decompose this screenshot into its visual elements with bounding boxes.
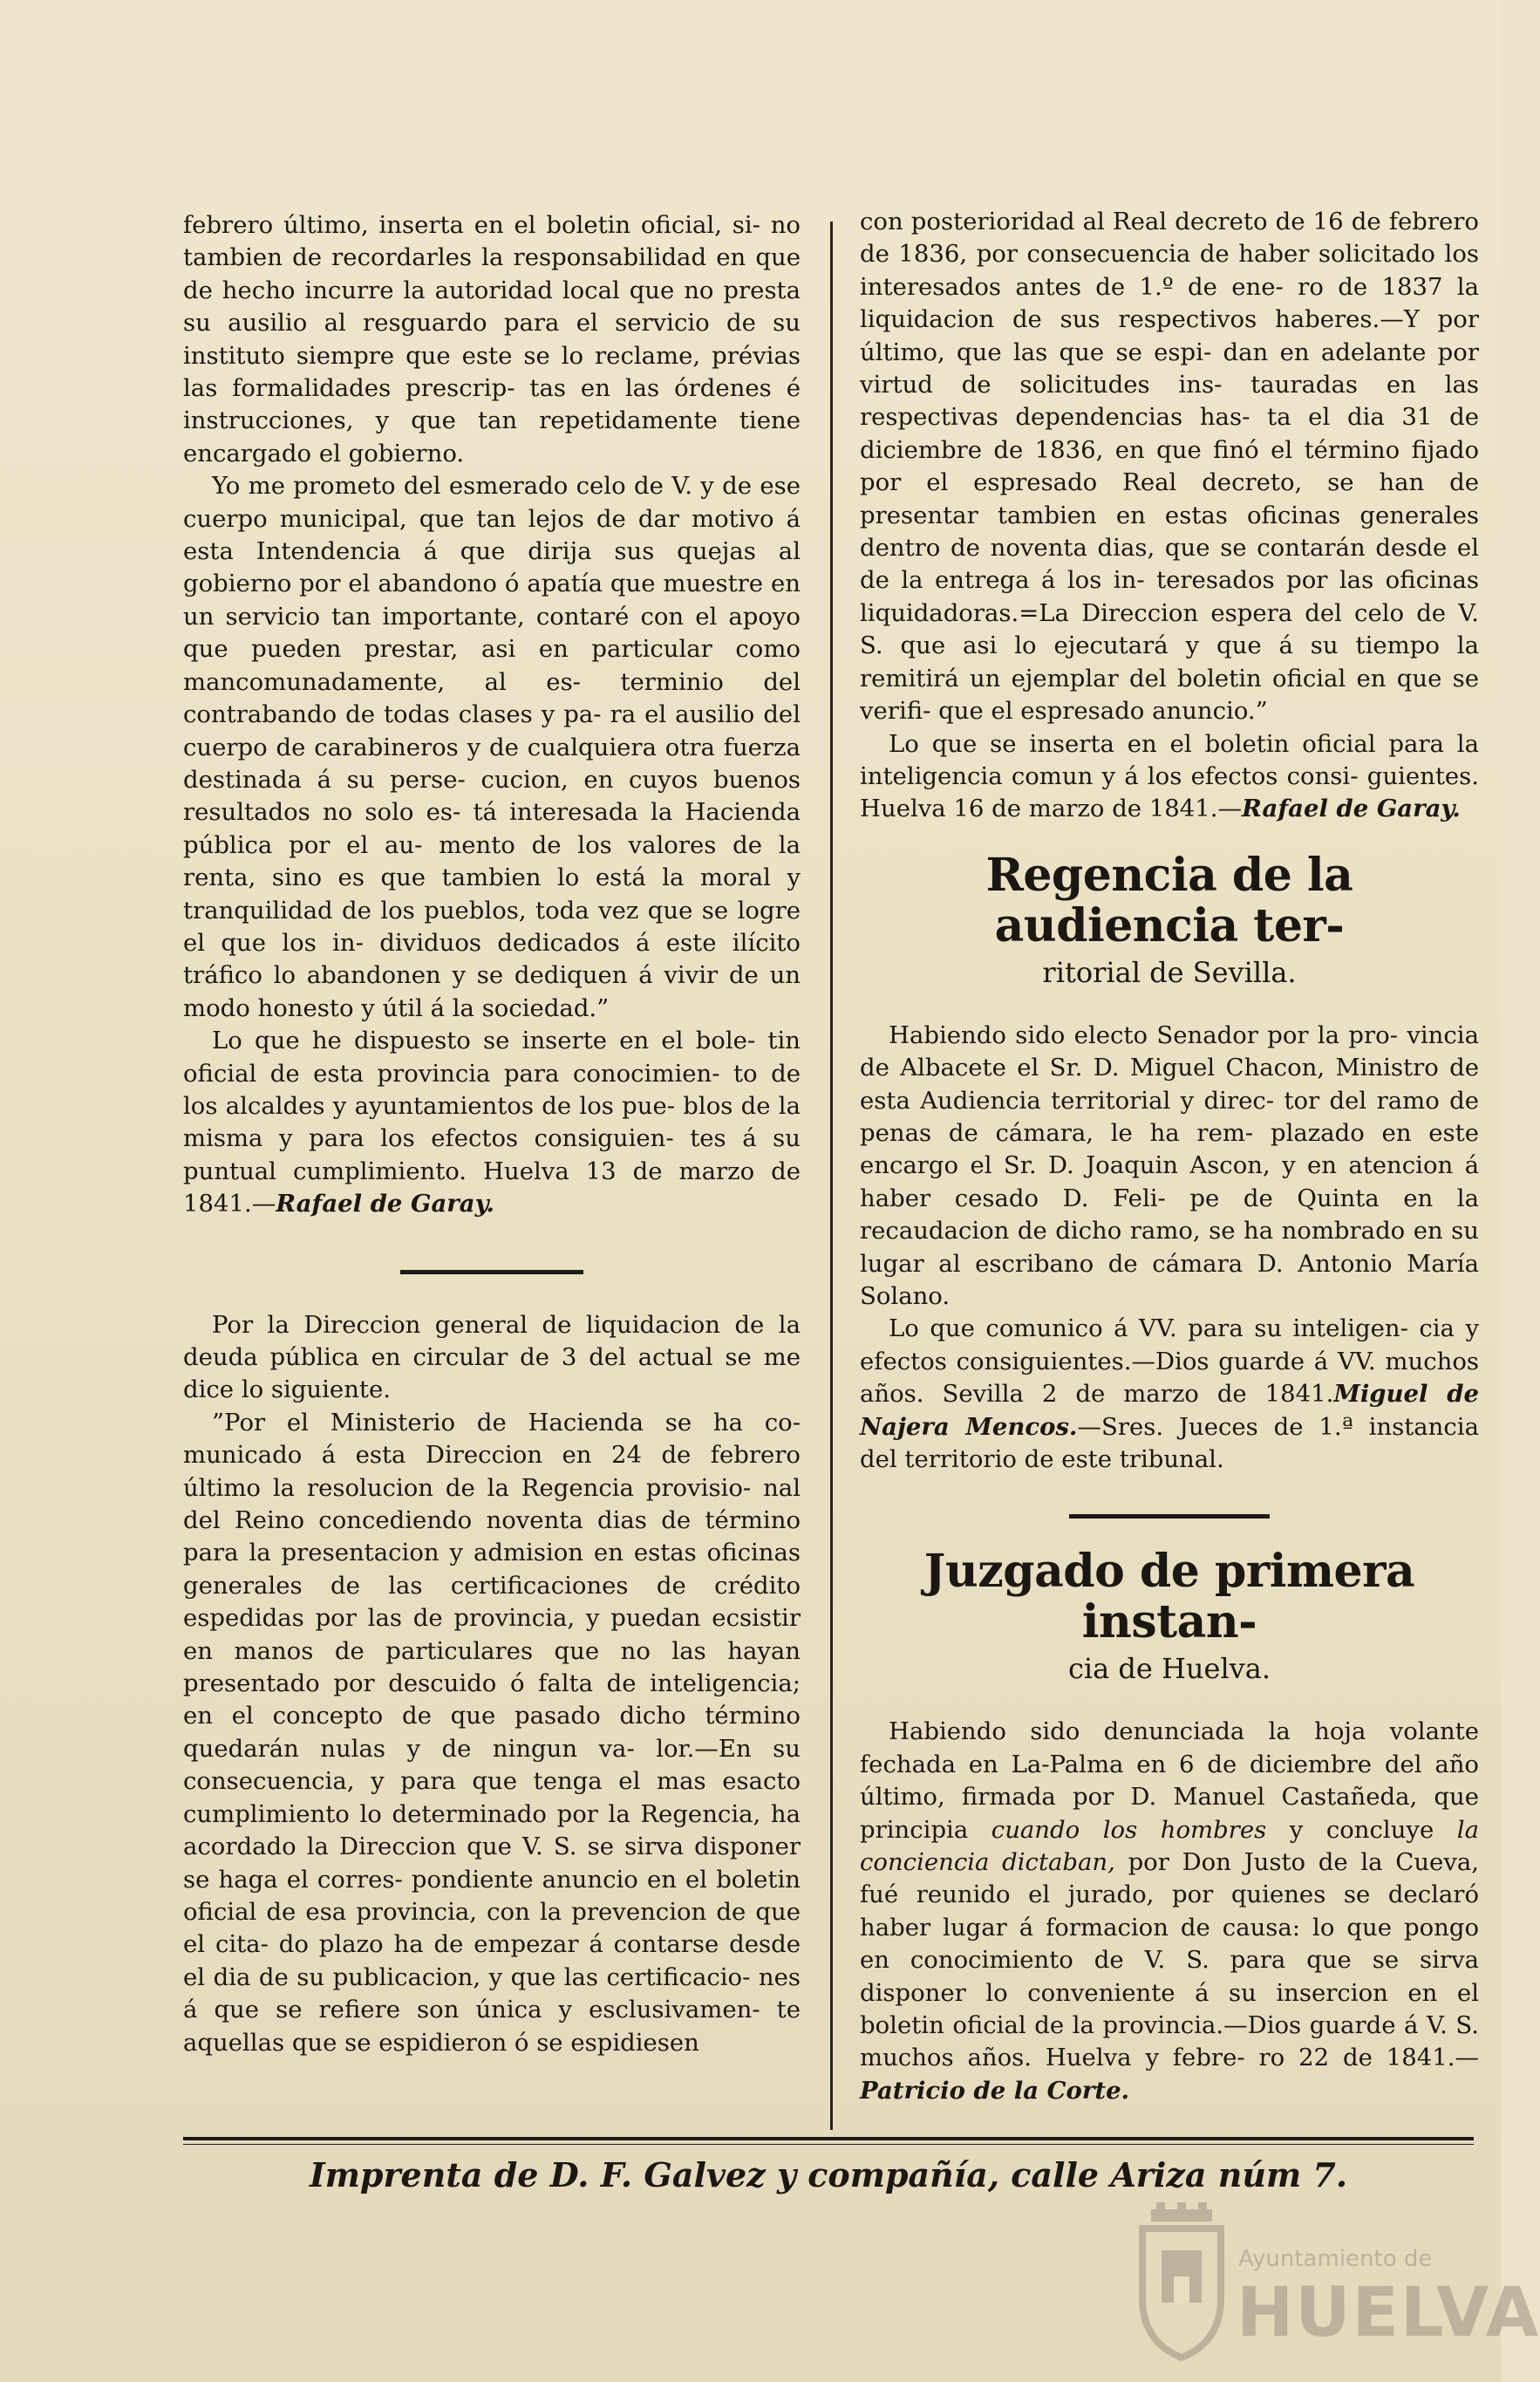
left-column — [183, 209, 801, 2059]
heading-juzgado: Juzgado de primera instan- — [923, 1545, 1415, 1649]
left-paragraph-5: ”Por el Ministerio de Hacienda se ha co- municado á esta Direccion en 24 de febrero último la resolucion de la Regencia provisio- nal del Reino concediendo noventa dias de término para la presentacion y admision en estas oficinas generales de las certificaciones de crédito espedidas por las de provincia, y puedan ecsistir en manos de particulares que no las hayan presentado por descuido ó falta de inteligencia; en el concepto de que pasado dicho término quedarán nulas y de ningun va- lor.—En su consecuencia, y para que tenga el mas esacto cumplimiento lo determinado por la Regencia, ha acordado la Direccion que V. S. se sirva disponer se haga el corres- pondiente anuncio en el boletin oficial de esa provincia, con la prevencion de que el cita- do plazo ha de empezar á contarse desde el dia de su publicacion, y que las certificacio- nes á que se refiere son única y esclusivamen- te aquellas que se espidieron ó se espidiesen — [183, 1408, 801, 2057]
footer-rule-thin — [183, 2144, 1474, 2145]
left-paragraph-3-text: Lo que he dispuesto se inserte en el bole- tin oficial de esta provincia para conocimien- to de los alcaldes y ayuntamientos de los pue- blos de la misma y para los efectos consiguien- tes á su puntual cumplimiento. Huelva 13 de marzo de 1841.— — [183, 1027, 801, 1218]
signature-rafael-de-garay-2: Rafael de Garay. — [1242, 795, 1461, 823]
footer-rule — [183, 2137, 1474, 2140]
watermark-logo — [1134, 2194, 1540, 2368]
signature-patricio-de-la-corte: Patricio de la Corte. — [860, 2076, 1130, 2105]
city-shield-icon — [1134, 2202, 1230, 2359]
watermark-big-text: HUELVA — [1237, 2274, 1540, 2352]
right-paragraph-1: con posterioridad al Real decreto de 16 de febrero de 1836, por consecuencia de haber solicitado los interesados antes de 1.º de ene- ro de 1837 la liquidacion de sus respectivos haberes.—Y por último, que las que se espi- dan en adelante por virtud de solicitudes ins- tauradas en las respectivas dependencias has- ta el dia 31 de diciembre de 1836, en que finó el término fijado por el espresado Real decreto, se han de presentar tambien en estas oficinas generales dentro de noventa dias, que se contarán desde el de la entrega á los in- teresados por las oficinas liquidadoras.=La Direccion espera del celo de V. S. que asi lo ejecutará y que á su tiempo la remitirá un ejemplar del boletin oficial en que se verifi- que el espresado anuncio.” — [860, 208, 1479, 726]
quote-la-conciencia: la conciencia dictaban, — [860, 1815, 1479, 1877]
column-divider — [830, 222, 833, 2130]
left-paragraph-3 — [183, 1025, 801, 1220]
section-divider-right — [1069, 1514, 1270, 1519]
left-paragraph-1: febrero último, inserta en el boletin oficial, si- no tambien de recordarles la responsabilidad en que de hecho incurre la autoridad local que no presta su ausilio al resguardo para el servicio de su instituto siempre que este se lo reclame, prévias las formalidades prescrip- tas en las órdenes é instrucciones, y que tan repetidamente tiene encargado el gobierno. — [183, 211, 801, 468]
section-divider-left — [400, 1270, 583, 1274]
quote-cuando-los-hombres: cuando los hombres — [991, 1815, 1267, 1844]
signature-rafael-de-garay-1: Rafael de Garay. — [276, 1190, 495, 1218]
right-paragraph-4 — [860, 1313, 1479, 1476]
right-paragraph-4-text: Lo que comunico á VV. para su inteligen- cia y efectos consiguientes.—Dios guarde á VV. muchos años. Sevilla 2 de marzo de 1841. — [860, 1314, 1479, 1409]
heading-regencia-end: ritorial de Sevilla. — [1042, 955, 1297, 989]
right-paragraph-4-tail: —Sres. Jueces de 1.ª instancia del territorio de este tribunal. — [860, 1412, 1479, 1473]
heading-juzgado-end: cia de Huelva. — [1067, 1652, 1271, 1686]
left-paragraph-4: Por la Direccion general de liquidacion de la deuda pública en circular de 3 del actual se me dice lo siguiente. — [183, 1310, 801, 1404]
right-paragraph-3: Habiendo sido electo Senador por la pro- vincia de Albacete el Sr. D. Miguel Chacon, Ministro de esta Audiencia territorial y direc- tor del ramo de penas de cámara, le ha rem- plazado en este encargo el Sr. D. Joaquin Ascon, y en atencion á haber cesado D. Feli- pe de Quinta en la recaudacion de dicho ramo, se ha nombrado en su lugar al escribano de cámara D. Antonio María Solano. — [860, 1020, 1479, 1310]
right-paragraph-5 — [860, 1716, 1479, 2107]
right-paragraph-5-b: y concluye — [1266, 1815, 1457, 1844]
signature-miguel-de-najera: Miguel de Najera Mencos. — [860, 1380, 1479, 1441]
right-paragraph-5-a: Habiendo sido denunciada la hoja volante fechada en La-Palma en 6 de diciembre del año último, firmada por D. Manuel Castañeda, que principia — [860, 1717, 1479, 1844]
right-column — [860, 206, 1479, 2107]
right-paragraph-5-c: por Don Justo de la Cueva, fué reunido el jurado, por quienes se declaró haber lugar á formacion de causa: lo que pongo en conocimiento de V. S. para que se sirva disponer lo conveniente á su insercion en el boletin oficial de la provincia.—Dios guarde á V. S. muchos años. Huelva y febre- ro 22 de 1841.— — [860, 1848, 1479, 2072]
right-paragraph-2 — [860, 728, 1479, 826]
heading-regencia: Regencia de la audiencia ter- — [985, 848, 1353, 952]
watermark-small-text: Ayuntamiento de — [1238, 2246, 1433, 2272]
printer-imprint: Imprenta de D. F. Galvez y compañía, calle Ariza núm 7. — [309, 2155, 1348, 2194]
right-paragraph-2-text: Lo que se inserta en el boletin oficial para la inteligencia comun y á los efectos consi- guientes. Huelva 16 de marzo de 1841.— — [860, 729, 1479, 823]
left-paragraph-2: Yo me prometo del esmerado celo de V. y de ese cuerpo municipal, que tan lejos de dar motivo á esta Intendencia á que dirija sus quejas al gobierno por el abandono ó apatía que muestre en un servicio tan importante, contaré con el apoyo que pueden prestar, asi en particular como mancomunadamente, al es- terminio del contrabando de todas clases y pa- ra el ausilio del cuerpo de carabineros y de cualquiera otra fuerza destinada á su perse- cucion, en cuyos buenos resultados no solo es- tá interesada la Hacienda pública por el au- mento de los valores de la renta, sino es que tambien lo está la moral y tranquilidad de los pueblos, toda vez que se logre el que los in- dividuos dedicados á este ilícito tráfico lo abandonen y se dediquen á vivir de un modo honesto y útil á la sociedad.” — [183, 472, 801, 1022]
